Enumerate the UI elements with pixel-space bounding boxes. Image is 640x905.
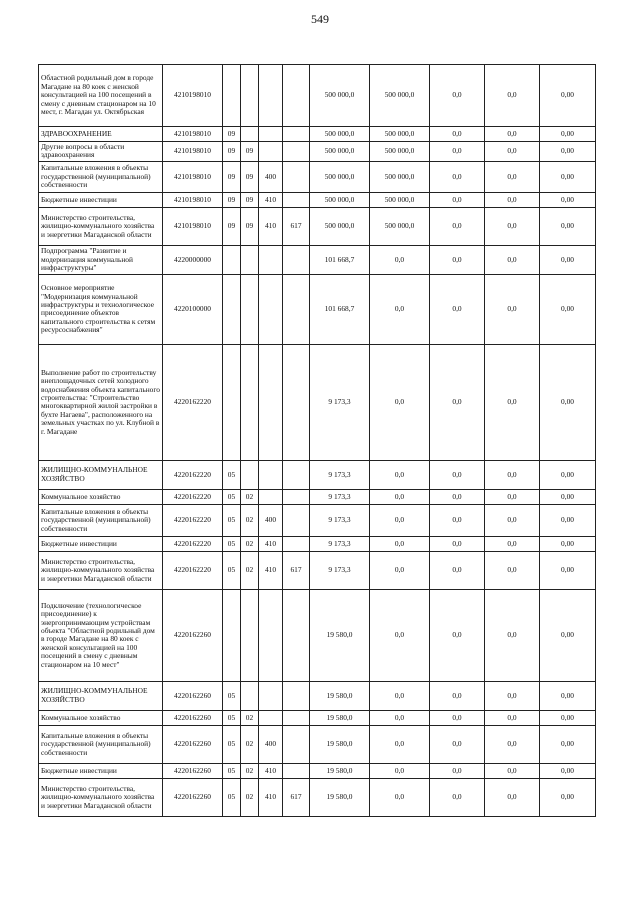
amount-col-1: 500 000,0 — [310, 127, 370, 142]
amount-col-5: 0,00 — [540, 551, 596, 589]
table-row — [39, 142, 596, 162]
section-code: 05 — [223, 504, 241, 536]
subsection-code — [241, 460, 259, 489]
target-article-code: 4220162220 — [163, 344, 223, 460]
amount-col-3: 0,0 — [430, 344, 485, 460]
amount-col-1: 9 173,3 — [310, 536, 370, 551]
subsection-code: 09 — [241, 161, 259, 192]
ministry-code — [283, 344, 310, 460]
amount-col-4: 0,0 — [485, 551, 540, 589]
amount-col-5: 0,00 — [540, 344, 596, 460]
expense-type-code: 410 — [259, 207, 283, 245]
target-article-code: 4210198010 — [163, 207, 223, 245]
amount-col-2: 0,0 — [370, 763, 430, 778]
expense-type-code — [259, 344, 283, 460]
ministry-code — [283, 142, 310, 162]
section-code: 05 — [223, 551, 241, 589]
target-article-code: 4220162260 — [163, 778, 223, 816]
row-name: Подключение (технологическое присоединение) к энергопринимающим устройствам объекта "Областной родильный дом в городе Магадане на 80 коек с женской консультацией на 100 посещений в смену с дневным стационаром на 10 мест" — [39, 589, 163, 681]
table-row — [39, 65, 596, 127]
amount-col-5: 0,00 — [540, 681, 596, 710]
expense-type-code — [259, 681, 283, 710]
target-article-code: 4220162260 — [163, 725, 223, 763]
row-name: ЗДРАВООХРАНЕНИЕ — [39, 127, 163, 142]
amount-col-2: 0,0 — [370, 344, 430, 460]
section-code: 05 — [223, 681, 241, 710]
expense-type-code: 400 — [259, 725, 283, 763]
amount-col-2: 0,0 — [370, 460, 430, 489]
amount-col-1: 500 000,0 — [310, 192, 370, 207]
expense-type-code: 410 — [259, 763, 283, 778]
amount-col-2: 500 000,0 — [370, 142, 430, 162]
amount-col-1: 19 580,0 — [310, 763, 370, 778]
amount-col-5: 0,00 — [540, 778, 596, 816]
amount-col-4: 0,0 — [485, 245, 540, 274]
amount-col-5: 0,00 — [540, 245, 596, 274]
expense-type-code: 410 — [259, 192, 283, 207]
amount-col-2: 500 000,0 — [370, 161, 430, 192]
amount-col-4: 0,0 — [485, 589, 540, 681]
amount-col-5: 0,00 — [540, 142, 596, 162]
expense-type-code: 410 — [259, 778, 283, 816]
amount-col-5: 0,00 — [540, 489, 596, 504]
target-article-code: 4220162220 — [163, 504, 223, 536]
amount-col-1: 500 000,0 — [310, 65, 370, 127]
expense-type-code — [259, 65, 283, 127]
amount-col-4: 0,0 — [485, 778, 540, 816]
expense-type-code — [259, 460, 283, 489]
table-row — [39, 207, 596, 245]
amount-col-1: 500 000,0 — [310, 142, 370, 162]
ministry-code — [283, 161, 310, 192]
subsection-code: 02 — [241, 489, 259, 504]
amount-col-4: 0,0 — [485, 536, 540, 551]
amount-col-3: 0,0 — [430, 142, 485, 162]
ministry-code — [283, 504, 310, 536]
target-article-code: 4210198010 — [163, 142, 223, 162]
target-article-code: 4210198010 — [163, 65, 223, 127]
amount-col-2: 500 000,0 — [370, 65, 430, 127]
amount-col-5: 0,00 — [540, 161, 596, 192]
amount-col-1: 19 580,0 — [310, 710, 370, 725]
amount-col-3: 0,0 — [430, 460, 485, 489]
amount-col-4: 0,0 — [485, 725, 540, 763]
target-article-code: 4220162260 — [163, 710, 223, 725]
section-code — [223, 274, 241, 344]
ministry-code — [283, 192, 310, 207]
amount-col-2: 0,0 — [370, 504, 430, 536]
table-row — [39, 245, 596, 274]
amount-col-4: 0,0 — [485, 127, 540, 142]
subsection-code: 02 — [241, 725, 259, 763]
table-row — [39, 725, 596, 763]
table-row — [39, 192, 596, 207]
amount-col-5: 0,00 — [540, 65, 596, 127]
table-row — [39, 344, 596, 460]
amount-col-2: 0,0 — [370, 551, 430, 589]
table-row — [39, 504, 596, 536]
amount-col-3: 0,0 — [430, 725, 485, 763]
amount-col-4: 0,0 — [485, 142, 540, 162]
target-article-code: 4220162260 — [163, 763, 223, 778]
target-article-code: 4220162220 — [163, 536, 223, 551]
section-code: 05 — [223, 778, 241, 816]
section-code: 09 — [223, 161, 241, 192]
table-row — [39, 710, 596, 725]
section-code: 05 — [223, 763, 241, 778]
amount-col-1: 9 173,3 — [310, 504, 370, 536]
amount-col-5: 0,00 — [540, 536, 596, 551]
ministry-code — [283, 489, 310, 504]
amount-col-5: 0,00 — [540, 504, 596, 536]
row-name: Капитальные вложения в объекты государственной (муниципальной) собственности — [39, 504, 163, 536]
expense-type-code — [259, 142, 283, 162]
ministry-code — [283, 763, 310, 778]
ministry-code — [283, 536, 310, 551]
expense-type-code: 410 — [259, 551, 283, 589]
expense-type-code: 410 — [259, 536, 283, 551]
row-name: Бюджетные инвестиции — [39, 192, 163, 207]
section-code: 09 — [223, 142, 241, 162]
amount-col-1: 9 173,3 — [310, 551, 370, 589]
amount-col-2: 500 000,0 — [370, 192, 430, 207]
row-name: ЖИЛИЩНО-КОММУНАЛЬНОЕ ХОЗЯЙСТВО — [39, 460, 163, 489]
amount-col-2: 500 000,0 — [370, 207, 430, 245]
amount-col-3: 0,0 — [430, 778, 485, 816]
subsection-code — [241, 65, 259, 127]
subsection-code — [241, 344, 259, 460]
row-name: Коммунальное хозяйство — [39, 489, 163, 504]
amount-col-3: 0,0 — [430, 65, 485, 127]
amount-col-3: 0,0 — [430, 710, 485, 725]
subsection-code: 02 — [241, 763, 259, 778]
table-row — [39, 681, 596, 710]
amount-col-3: 0,0 — [430, 681, 485, 710]
row-name: Капитальные вложения в объекты государственной (муниципальной) собственности — [39, 161, 163, 192]
amount-col-1: 19 580,0 — [310, 725, 370, 763]
amount-col-5: 0,00 — [540, 274, 596, 344]
row-name: Министерство строительства, жилищно-коммунального хозяйства и энергетики Магаданской области — [39, 207, 163, 245]
amount-col-4: 0,0 — [485, 489, 540, 504]
ministry-code: 617 — [283, 778, 310, 816]
table-row — [39, 489, 596, 504]
ministry-code — [283, 460, 310, 489]
table-row — [39, 589, 596, 681]
row-name: Бюджетные инвестиции — [39, 763, 163, 778]
target-article-code: 4220000000 — [163, 245, 223, 274]
subsection-code: 02 — [241, 504, 259, 536]
table-row — [39, 551, 596, 589]
row-name: Коммунальное хозяйство — [39, 710, 163, 725]
amount-col-4: 0,0 — [485, 65, 540, 127]
amount-col-3: 0,0 — [430, 536, 485, 551]
section-code: 09 — [223, 192, 241, 207]
amount-col-5: 0,00 — [540, 460, 596, 489]
amount-col-5: 0,00 — [540, 589, 596, 681]
table-row — [39, 127, 596, 142]
amount-col-4: 0,0 — [485, 710, 540, 725]
subsection-code: 09 — [241, 142, 259, 162]
section-code: 05 — [223, 460, 241, 489]
amount-col-4: 0,0 — [485, 504, 540, 536]
row-name: ЖИЛИЩНО-КОММУНАЛЬНОЕ ХОЗЯЙСТВО — [39, 681, 163, 710]
subsection-code — [241, 274, 259, 344]
amount-col-5: 0,00 — [540, 725, 596, 763]
subsection-code: 09 — [241, 207, 259, 245]
target-article-code: 4220162220 — [163, 460, 223, 489]
row-name: Основное мероприятие "Модернизация коммунальной инфраструктуры и технологическое присоединение объектов капитального строительства к сетям ресурсоснабжения" — [39, 274, 163, 344]
amount-col-1: 19 580,0 — [310, 681, 370, 710]
section-code — [223, 344, 241, 460]
row-name: Областной родильный дом в городе Магадане на 80 коек с женской консультацией на 100 посещений в смену с дневным стационаром на 10 мест, г. Магадан ул. Октябрьская — [39, 65, 163, 127]
row-name: Бюджетные инвестиции — [39, 536, 163, 551]
table-row — [39, 536, 596, 551]
table-row — [39, 778, 596, 816]
row-name: Министерство строительства, жилищно-коммунального хозяйства и энергетики Магаданской области — [39, 551, 163, 589]
ministry-code — [283, 127, 310, 142]
target-article-code: 4220162220 — [163, 551, 223, 589]
amount-col-3: 0,0 — [430, 274, 485, 344]
amount-col-2: 0,0 — [370, 245, 430, 274]
amount-col-5: 0,00 — [540, 207, 596, 245]
subsection-code — [241, 245, 259, 274]
row-name: Другие вопросы в области здравоохранения — [39, 142, 163, 162]
subsection-code — [241, 681, 259, 710]
section-code — [223, 589, 241, 681]
row-name: Подпрограмма "Развитие и модернизация коммунальной инфраструктуры" — [39, 245, 163, 274]
section-code: 05 — [223, 725, 241, 763]
ministry-code — [283, 725, 310, 763]
table-row — [39, 161, 596, 192]
amount-col-2: 0,0 — [370, 725, 430, 763]
amount-col-5: 0,00 — [540, 127, 596, 142]
table-row — [39, 274, 596, 344]
subsection-code: 02 — [241, 778, 259, 816]
amount-col-2: 0,0 — [370, 589, 430, 681]
amount-col-1: 9 173,3 — [310, 344, 370, 460]
section-code: 09 — [223, 207, 241, 245]
amount-col-1: 500 000,0 — [310, 161, 370, 192]
budget-table — [38, 64, 596, 817]
target-article-code: 4210198010 — [163, 161, 223, 192]
section-code — [223, 65, 241, 127]
ministry-code — [283, 710, 310, 725]
amount-col-1: 19 580,0 — [310, 778, 370, 816]
amount-col-5: 0,00 — [540, 763, 596, 778]
row-name: Министерство строительства, жилищно-коммунального хозяйства и энергетики Магаданской области — [39, 778, 163, 816]
subsection-code — [241, 127, 259, 142]
amount-col-5: 0,00 — [540, 192, 596, 207]
expense-type-code — [259, 589, 283, 681]
expense-type-code — [259, 489, 283, 504]
expense-type-code — [259, 710, 283, 725]
amount-col-2: 0,0 — [370, 681, 430, 710]
target-article-code: 4220162220 — [163, 489, 223, 504]
amount-col-2: 0,0 — [370, 274, 430, 344]
amount-col-3: 0,0 — [430, 127, 485, 142]
subsection-code: 02 — [241, 551, 259, 589]
subsection-code — [241, 589, 259, 681]
section-code: 09 — [223, 127, 241, 142]
amount-col-3: 0,0 — [430, 207, 485, 245]
ministry-code — [283, 274, 310, 344]
ministry-code — [283, 681, 310, 710]
amount-col-4: 0,0 — [485, 192, 540, 207]
amount-col-3: 0,0 — [430, 192, 485, 207]
amount-col-1: 101 668,7 — [310, 245, 370, 274]
ministry-code: 617 — [283, 207, 310, 245]
amount-col-3: 0,0 — [430, 489, 485, 504]
target-article-code: 4210198010 — [163, 192, 223, 207]
amount-col-4: 0,0 — [485, 681, 540, 710]
expense-type-code: 400 — [259, 504, 283, 536]
amount-col-2: 0,0 — [370, 778, 430, 816]
section-code: 05 — [223, 710, 241, 725]
amount-col-5: 0,00 — [540, 710, 596, 725]
amount-col-2: 0,0 — [370, 536, 430, 551]
section-code: 05 — [223, 489, 241, 504]
row-name: Капитальные вложения в объекты государственной (муниципальной) собственности — [39, 725, 163, 763]
amount-col-4: 0,0 — [485, 344, 540, 460]
amount-col-3: 0,0 — [430, 763, 485, 778]
amount-col-3: 0,0 — [430, 589, 485, 681]
expense-type-code: 400 — [259, 161, 283, 192]
section-code: 05 — [223, 536, 241, 551]
amount-col-1: 101 668,7 — [310, 274, 370, 344]
expense-type-code — [259, 127, 283, 142]
ministry-code — [283, 245, 310, 274]
amount-col-1: 9 173,3 — [310, 489, 370, 504]
amount-col-3: 0,0 — [430, 161, 485, 192]
row-name: Выполнение работ по строительству внеплощадочных сетей холодного водоснабжения объекта капитального строительства: "Строительство многоквартирной жилой застройки в бухте Нагаева", расположенного на земельных участках по ул. Клубной в г. Магадане — [39, 344, 163, 460]
amount-col-1: 19 580,0 — [310, 589, 370, 681]
expense-type-code — [259, 245, 283, 274]
amount-col-4: 0,0 — [485, 460, 540, 489]
amount-col-1: 500 000,0 — [310, 207, 370, 245]
amount-col-2: 0,0 — [370, 489, 430, 504]
amount-col-3: 0,0 — [430, 504, 485, 536]
amount-col-2: 500 000,0 — [370, 127, 430, 142]
ministry-code: 617 — [283, 551, 310, 589]
ministry-code — [283, 589, 310, 681]
amount-col-4: 0,0 — [485, 207, 540, 245]
subsection-code: 02 — [241, 710, 259, 725]
amount-col-3: 0,0 — [430, 551, 485, 589]
target-article-code: 4220162260 — [163, 681, 223, 710]
target-article-code: 4220162260 — [163, 589, 223, 681]
expense-type-code — [259, 274, 283, 344]
table-row — [39, 460, 596, 489]
page-number: 549 — [311, 12, 329, 26]
amount-col-3: 0,0 — [430, 245, 485, 274]
subsection-code: 02 — [241, 536, 259, 551]
target-article-code: 4220100000 — [163, 274, 223, 344]
amount-col-4: 0,0 — [485, 161, 540, 192]
amount-col-4: 0,0 — [485, 274, 540, 344]
table-row — [39, 763, 596, 778]
amount-col-2: 0,0 — [370, 710, 430, 725]
target-article-code: 4210198010 — [163, 127, 223, 142]
amount-col-4: 0,0 — [485, 763, 540, 778]
amount-col-1: 9 173,3 — [310, 460, 370, 489]
subsection-code: 09 — [241, 192, 259, 207]
section-code — [223, 245, 241, 274]
ministry-code — [283, 65, 310, 127]
